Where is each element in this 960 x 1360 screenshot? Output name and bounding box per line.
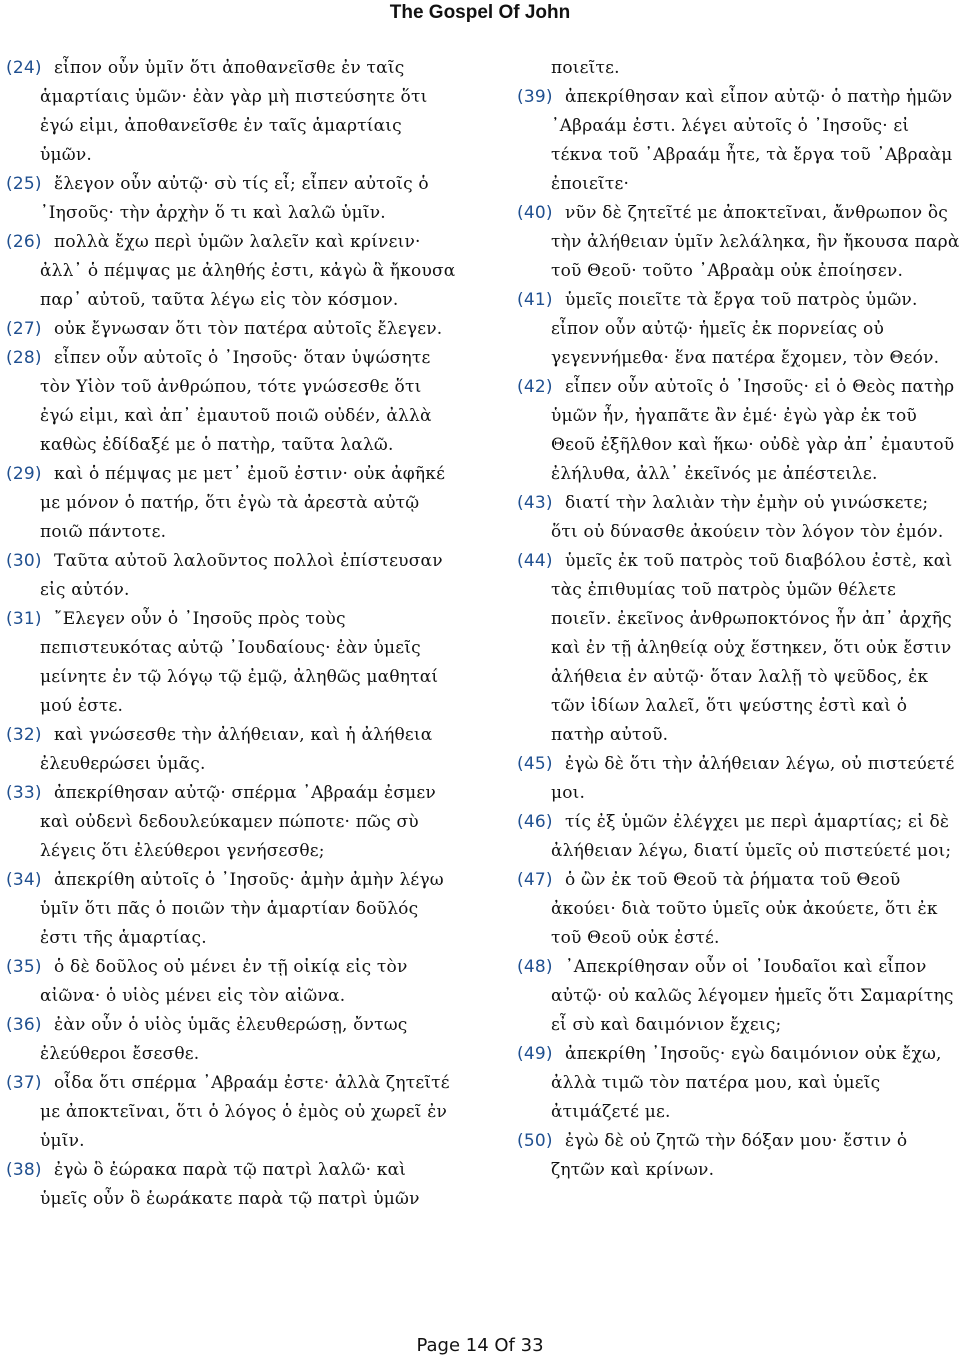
- verse-block: [6, 170, 458, 228]
- verse-text: ἐὰν οὖν ὁ υἱὸς ὑμᾶς ἐλευθερώσῃ, ὄντως ἐλεύθεροι ἔσεσθε.: [40, 1015, 408, 1064]
- verse-text: εἶπεν οὖν αὐτοῖς ὁ ᾿Ιησοῦς· εἰ ὁ Θεὸς πατὴρ ὑμῶν ἦν, ἠγαπᾶτε ἂν ἐμέ· ἐγὼ γὰρ ἐκ τοῦ Θεοῦ ἐξῆλθον καὶ ἥκω· οὐδὲ γὰρ ἀπ᾿ ἐμαυτοῦ ἐλήλυθα, ἀλλ᾿ ἐκεῖνός με ἀπέστειλε.: [551, 377, 955, 484]
- verse-block: [517, 373, 960, 489]
- verse-block: [6, 1011, 458, 1069]
- verse-block: [517, 1040, 960, 1127]
- verse-block: [517, 83, 960, 199]
- verse-number: (24): [6, 58, 42, 78]
- verse-block: [6, 315, 458, 344]
- verse-number: (46): [517, 812, 553, 832]
- verse-block: [6, 1069, 458, 1156]
- right-column: [517, 54, 960, 1185]
- verse-number: (50): [517, 1131, 553, 1151]
- left-column: [6, 54, 458, 1214]
- verse-text: διατί τὴν λαλιὰν τὴν ἐμὴν οὐ γινώσκετε; ὅτι οὐ δύνασθε ἀκούειν τὸν λόγον τὸν ἐμόν.: [551, 493, 944, 542]
- verse-number: (44): [517, 551, 553, 571]
- verse-number: (34): [6, 870, 42, 890]
- verse-number: (45): [517, 754, 553, 774]
- verse-block: [6, 228, 458, 315]
- verse-number: (30): [6, 551, 42, 571]
- verse-text: ᾿Απεκρίθησαν οὖν οἱ ᾿Ιουδαῖοι καὶ εἶπον αὐτῷ· οὐ καλῶς λέγομεν ἡμεῖς ὅτι Σαμαρίτης εἶ σὺ καὶ δαιμόνιον ἔχεις;: [551, 957, 954, 1035]
- verse-text: οἶδα ὅτι σπέρμα ᾿Αβραάμ ἐστε· ἀλλὰ ζητεῖτέ με ἀποκτεῖναι, ὅτι ὁ λόγος ὁ ἐμὸς οὐ χωρεῖ ἐν ὑμῖν.: [40, 1073, 450, 1151]
- page-header-title: The Gospel Of John: [389, 2, 571, 23]
- verse-number: (27): [6, 319, 42, 339]
- verse-text: ὑμεῖς ποιεῖτε τὰ ἔργα τοῦ πατρὸς ὑμῶν. εἶπον οὖν αὐτῷ· ἡμεῖς ἐκ πορνείας οὐ γεγεννήμεθα· ἕνα πατέρα ἔχομεν, τὸν Θεόν.: [551, 290, 940, 368]
- verse-number: (31): [6, 609, 42, 629]
- verse-text: ποιεῖτε.: [551, 58, 620, 78]
- verse-block: [517, 953, 960, 1040]
- verse-number: (47): [517, 870, 553, 890]
- verse-text: ὑμεῖς ἐκ τοῦ πατρὸς τοῦ διαβόλου ἐστὲ, καὶ τὰς ἐπιθυμίας τοῦ πατρὸς ὑμῶν θέλετε ποιεῖν. ἐκεῖνος ἀνθρωποκτόνος ἦν ἀπ᾿ ἀρχῆς καὶ ἐν τῇ ἀληθείᾳ οὐχ ἕστηκεν, ὅτι οὐκ ἔστιν ἀλήθεια ἐν αὐτῷ· ὅταν λαλῇ τὸ ψεῦδος, ἐκ τῶν ἰδίων λαλεῖ, ὅτι ψεύστης ἐστὶ καὶ ὁ πατὴρ αὐτοῦ.: [551, 551, 953, 745]
- verse-text: ἀπεκρίθησαν καὶ εἶπον αὐτῷ· ὁ πατὴρ ἡμῶν ᾿Αβραάμ ἐστι. λέγει αὐτοῖς ὁ ᾿Ιησοῦς· εἰ τέκνα τοῦ ᾿Αβραάμ ἦτε, τὰ ἔργα τοῦ ᾿Αβραὰμ ἐποιεῖτε·: [551, 87, 953, 194]
- verse-number: (37): [6, 1073, 42, 1093]
- verse-number: (40): [517, 203, 553, 223]
- verse-block: [6, 779, 458, 866]
- verse-number: (39): [517, 87, 553, 107]
- verse-text: ὁ ὢν ἐκ τοῦ Θεοῦ τὰ ῥήματα τοῦ Θεοῦ ἀκούει· διὰ τοῦτο ὑμεῖς οὐκ ἀκούετε, ὅτι ἐκ τοῦ Θεοῦ οὐκ ἐστέ.: [551, 870, 938, 948]
- verse-text: τίς ἐξ ὑμῶν ἐλέγχει με περὶ ἁμαρτίας; εἰ δὲ ἀλήθειαν λέγω, διατί ὑμεῖς οὐ πιστεύετέ μοι;: [551, 812, 952, 861]
- verse-number: (38): [6, 1160, 42, 1180]
- verse-text: καὶ ὁ πέμψας με μετ᾿ ἐμοῦ ἐστιν· οὐκ ἀφῆκέ με μόνον ὁ πατήρ, ὅτι ἐγὼ τὰ ἀρεστὰ αὐτῷ ποιῶ πάντοτε.: [40, 464, 446, 542]
- verse-text: εἶπον οὖν ὑμῖν ὅτι ἀποθανεῖσθε ἐν ταῖς ἁμαρτίαις ὑμῶν· ἐὰν γὰρ μὴ πιστεύσητε ὅτι ἐγώ εἰμι, ἀποθανεῖσθε ἐν ταῖς ἁμαρτίαις ὑμῶν.: [40, 58, 428, 165]
- verse-text: οὐκ ἔγνωσαν ὅτι τὸν πατέρα αὐτοῖς ἔλεγεν.: [54, 319, 443, 339]
- verse-text: πολλὰ ἔχω περὶ ὑμῶν λαλεῖν καὶ κρίνειν· ἀλλ᾿ ὁ πέμψας με ἀληθής ἐστι, κἀγὼ ἃ ἤκουσα παρ᾿ αὐτοῦ, ταῦτα λέγω εἰς τὸν κόσμον.: [40, 232, 456, 310]
- verse-block: [517, 1127, 960, 1185]
- verse-text: ἐγὼ δὲ ὅτι τὴν ἀλήθειαν λέγω, οὐ πιστεύετέ μοι.: [551, 754, 955, 803]
- verse-text: νῦν δὲ ζητεῖτέ με ἀποκτεῖναι, ἄνθρωπον ὃς τὴν ἀλήθειαν ὑμῖν λελάληκα, ἣν ἤκουσα παρὰ τοῦ Θεοῦ· τοῦτο ᾿Αβραὰμ οὐκ ἐποίησεν.: [551, 203, 960, 281]
- verse-block: [517, 808, 960, 866]
- verse-block: [517, 547, 960, 750]
- verse-block: [517, 750, 960, 808]
- verse-text: Ταῦτα αὐτοῦ λαλοῦντος πολλοὶ ἐπίστευσαν εἰς αὐτόν.: [40, 551, 443, 600]
- verse-number: (41): [517, 290, 553, 310]
- verse-block: [6, 953, 458, 1011]
- verse-number: (42): [517, 377, 553, 397]
- verse-text: ῎Ελεγεν οὖν ὁ ᾿Ιησοῦς πρὸς τοὺς πεπιστευκότας αὐτῷ ᾿Ιουδαίους· ἐὰν ὑμεῖς μείνητε ἐν τῷ λόγῳ τῷ ἐμῷ, ἀληθῶς μαθηταί μού ἐστε.: [40, 609, 439, 716]
- page-footer-number: Page 14 Of 33: [416, 1335, 544, 1356]
- verse-number: (26): [6, 232, 42, 252]
- verse-number: (29): [6, 464, 42, 484]
- verse-text: καὶ γνώσεσθε τὴν ἀλήθειαν, καὶ ἡ ἀλήθεια ἐλευθερώσει ὑμᾶς.: [40, 725, 433, 774]
- verse-block: [517, 489, 960, 547]
- verse-block: [6, 547, 458, 605]
- verse-block: [6, 460, 458, 547]
- verse-block: [6, 605, 458, 721]
- verse-block: [6, 1156, 458, 1214]
- verse-number: (28): [6, 348, 42, 368]
- verse-text: ἀπεκρίθη ᾿Ιησοῦς· εγὼ δαιμόνιον οὐκ ἔχω, ἀλλὰ τιμῶ τὸν πατέρα μου, καὶ ὑμεῖς ἀτιμάζετέ με.: [551, 1044, 942, 1122]
- verse-text: ἐγὼ δὲ οὐ ζητῶ τὴν δόξαν μου· ἔστιν ὁ ζητῶν καὶ κρίνων.: [551, 1131, 908, 1180]
- verse-number: (36): [6, 1015, 42, 1035]
- verse-block: [6, 54, 458, 170]
- verse-text: ἐγὼ ὃ ἑώρακα παρὰ τῷ πατρὶ λαλῶ· καὶ ὑμεῖς οὖν ὃ ἑωράκατε παρὰ τῷ πατρὶ ὑμῶν: [40, 1160, 420, 1209]
- verse-number: (33): [6, 783, 42, 803]
- verse-block: [6, 721, 458, 779]
- verse-block: [517, 54, 960, 83]
- verse-text: εἶπεν οὖν αὐτοῖς ὁ ᾿Ιησοῦς· ὅταν ὑψώσητε τὸν Υἱὸν τοῦ ἀνθρώπου, τότε γνώσεσθε ὅτι ἐγώ εἰμι, καὶ ἀπ᾿ ἐμαυτοῦ ποιῶ οὐδέν, ἀλλὰ καθὼς ἐδίδαξέ με ὁ πατὴρ, ταῦτα λαλῶ.: [40, 348, 432, 455]
- verse-block: [6, 344, 458, 460]
- verse-block: [6, 866, 458, 953]
- verse-block: [517, 286, 960, 373]
- verse-block: [517, 866, 960, 953]
- verse-text: ἀπεκρίθησαν αὐτῷ· σπέρμα ᾿Αβραάμ ἐσμεν καὶ οὐδενὶ δεδουλεύκαμεν πώποτε· πῶς σὺ λέγεις ὅτι ἐλεύθεροι γενήσεσθε;: [40, 783, 436, 861]
- verse-number: (35): [6, 957, 42, 977]
- verse-number: (32): [6, 725, 42, 745]
- verse-number: (43): [517, 493, 553, 513]
- verse-text: ἔλεγον οὖν αὐτῷ· σὺ τίς εἶ; εἶπεν αὐτοῖς ὁ ᾿Ιησοῦς· τὴν ἀρχὴν ὅ τι καὶ λαλῶ ὑμῖν.: [40, 174, 429, 223]
- verse-number: (48): [517, 957, 553, 977]
- verse-block: [517, 199, 960, 286]
- verse-number: (49): [517, 1044, 553, 1064]
- verse-number: (25): [6, 174, 42, 194]
- verse-text: ὁ δὲ δοῦλος οὐ μένει ἐν τῇ οἰκίᾳ εἰς τὸν αἰῶνα· ὁ υἱὸς μένει εἰς τὸν αἰῶνα.: [40, 957, 408, 1006]
- verse-text: ἀπεκρίθη αὐτοῖς ὁ ᾿Ιησοῦς· ἀμὴν ἀμὴν λέγω ὑμῖν ὅτι πᾶς ὁ ποιῶν τὴν ἁμαρτίαν δοῦλός ἐστι τῆς ἁμαρτίας.: [40, 870, 444, 948]
